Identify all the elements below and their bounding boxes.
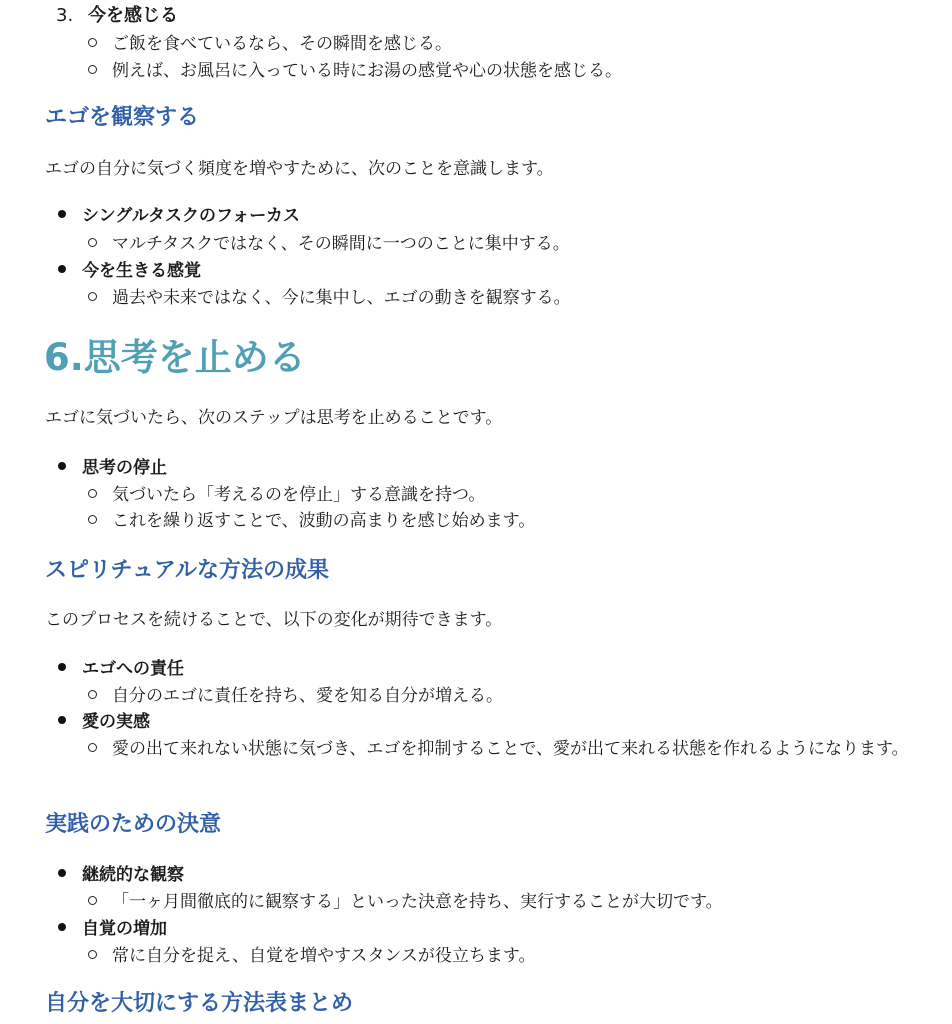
list-item: [88, 31, 452, 57]
section-heading: 6.思考を止める: [44, 336, 306, 379]
item-number: 3.: [56, 5, 74, 26]
section-heading: エゴを観察する: [45, 105, 200, 130]
list-item: [88, 285, 571, 311]
circle-bullet-icon: [88, 515, 97, 524]
list-item: [88, 683, 503, 709]
list-item-title: シングルタスクのフォーカス: [82, 206, 300, 226]
list-item: [88, 508, 535, 534]
list-item: [88, 231, 570, 257]
list-item: [88, 943, 535, 969]
list-item-text: 気づいたら「考えるのを停止」する意識を持つ。: [112, 485, 486, 505]
list-item: [88, 889, 723, 915]
list-item-title: 思考の停止: [82, 458, 167, 478]
list-item-text: これを繰り返すことで、波動の高まりを感じ始めます。: [112, 511, 536, 531]
list-item: [58, 204, 300, 228]
list-item-text: ご飯を食べているなら、その瞬間を感じる。: [112, 34, 452, 54]
list-item: [88, 482, 485, 508]
list-item-text: 常に自分を捉え、自覚を増やすスタンスが役立ちます。: [112, 946, 536, 966]
list-item: [58, 456, 167, 480]
list-item: [58, 259, 201, 283]
section-heading: 自分を大切にする方法表まとめ: [45, 991, 354, 1016]
bullet-icon: [58, 265, 66, 273]
bullet-icon: [58, 663, 66, 671]
list-item-text: マルチタスクではなく、その瞬間に一つのことに集中する。: [112, 234, 570, 254]
section-heading: スピリチュアルな方法の成果: [45, 558, 330, 583]
list-item: [88, 58, 622, 84]
list-item: [58, 710, 150, 734]
circle-bullet-icon: [88, 489, 97, 498]
bullet-icon: [58, 462, 66, 470]
bullet-icon: [58, 716, 66, 724]
paragraph: エゴの自分に気づく頻度を増やすために、次のことを意識します。: [45, 159, 554, 179]
circle-bullet-icon: [88, 743, 97, 752]
bullet-icon: [58, 869, 66, 877]
circle-bullet-icon: [88, 238, 97, 247]
list-item: [58, 657, 184, 681]
list-item-text: 自分のエゴに責任を持ち、愛を知る自分が増える。: [112, 686, 503, 706]
section-heading: 実践のための決意: [45, 812, 222, 837]
list-item-title: 継続的な観察: [82, 865, 184, 885]
numbered-item: [56, 4, 178, 28]
paragraph: このプロセスを続けることで、以下の変化が期待できます。: [45, 610, 503, 630]
circle-bullet-icon: [88, 950, 97, 959]
list-item-text: 愛の出て来れない状態に気づき、エゴを抑制することで、愛が出て来れる状態を作れるようになります。: [112, 739, 909, 759]
list-item-title: 今を生きる感覚: [82, 261, 201, 281]
circle-bullet-icon: [88, 690, 97, 699]
list-item-title: 自覚の増加: [82, 919, 167, 939]
circle-bullet-icon: [88, 292, 97, 301]
list-item-text: 「一ヶ月間徹底的に観察する」といった決意を持ち、実行することが大切です。: [112, 892, 723, 912]
item-title: 今を感じる: [88, 5, 178, 26]
bullet-icon: [58, 210, 66, 218]
circle-bullet-icon: [88, 38, 97, 47]
circle-bullet-icon: [88, 896, 97, 905]
list-item-title: エゴへの責任: [82, 659, 184, 679]
list-item-text: 過去や未来ではなく、今に集中し、エゴの動きを観察する。: [112, 288, 571, 308]
list-item: [88, 736, 932, 762]
list-item: [58, 863, 184, 887]
list-item: [58, 917, 167, 941]
list-item-text: 例えば、お風呂に入っている時にお湯の感覚や心の状態を感じる。: [112, 61, 622, 81]
circle-bullet-icon: [88, 65, 97, 74]
paragraph: エゴに気づいたら、次のステップは思考を止めることです。: [45, 408, 503, 428]
bullet-icon: [58, 923, 66, 931]
list-item-title: 愛の実感: [82, 712, 150, 732]
